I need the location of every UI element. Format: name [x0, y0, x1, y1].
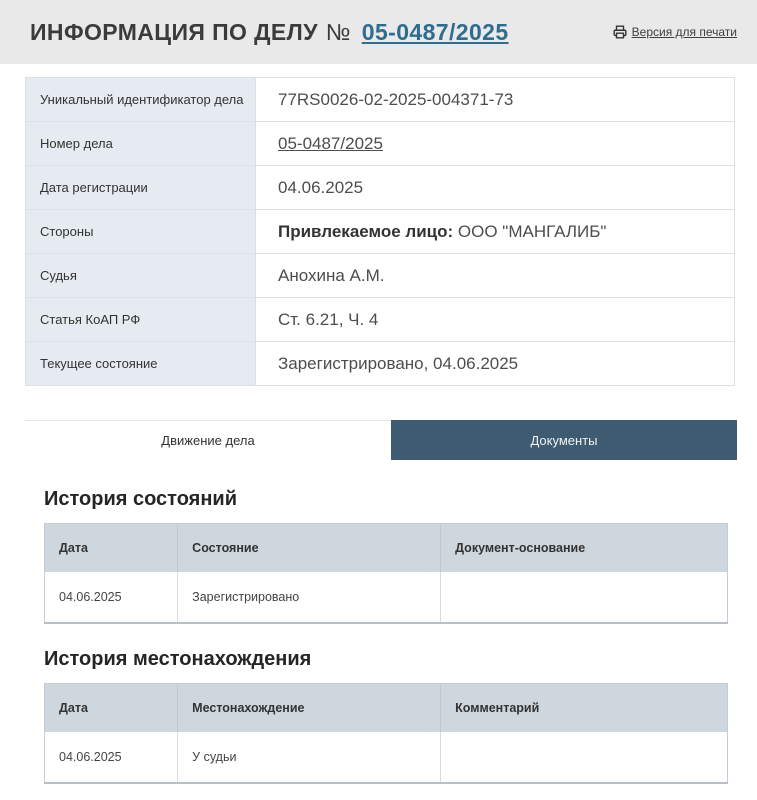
row-label: Статья КоАП РФ: [26, 298, 256, 342]
case-info-row-article: [26, 298, 735, 342]
tab-bar: [25, 420, 737, 460]
table-header-row: [45, 524, 728, 573]
cell-comment: [441, 732, 728, 783]
case-info-row-status: [26, 342, 735, 386]
row-label: Дата регистрации: [26, 166, 256, 210]
case-info-row-number: [26, 122, 735, 166]
case-progress-panel: [25, 460, 735, 784]
tab-case-progress[interactable]: Движение дела: [25, 420, 391, 460]
row-value: Зарегистрировано, 04.06.2025: [256, 342, 735, 386]
row-value: Анохина А.М.: [256, 254, 735, 298]
row-label: Стороны: [26, 210, 256, 254]
row-label: Уникальный идентификатор дела: [26, 78, 256, 122]
party-role-label: Привлекаемое лицо:: [278, 221, 454, 241]
location-history-title: История местонахождения: [44, 648, 312, 670]
row-value: 04.06.2025: [256, 166, 735, 210]
case-number-row-link[interactable]: 05-0487/2025: [278, 133, 383, 153]
case-info-row-judge: [26, 254, 735, 298]
cell-date: 04.06.2025: [45, 732, 178, 783]
case-info-row-uid: [26, 78, 735, 122]
party-name: ООО "МАНГАЛИБ": [457, 221, 607, 241]
row-value: 77RS0026-02-2025-004371-73: [256, 78, 735, 122]
page-header: [0, 0, 757, 64]
tab-documents[interactable]: Документы: [391, 420, 737, 460]
table-row: [45, 732, 728, 783]
column-header-date: Дата: [45, 524, 178, 573]
status-history-table: [44, 523, 728, 624]
row-label: Текущее состояние: [26, 342, 256, 386]
case-info-row-parties: [26, 210, 735, 254]
case-info-section: [0, 64, 757, 784]
printer-icon: [613, 25, 627, 39]
cell-date: 04.06.2025: [45, 572, 178, 623]
cell-location: У судьи: [178, 732, 441, 783]
cell-state: Зарегистрировано: [178, 572, 441, 623]
row-label: Номер дела: [26, 122, 256, 166]
number-sign: №: [325, 18, 351, 45]
column-header-comment: Комментарий: [441, 684, 728, 733]
page-title-text: ИНФОРМАЦИЯ ПО ДЕЛУ: [30, 18, 318, 45]
column-header-date: Дата: [45, 684, 178, 733]
page-title: [30, 19, 509, 46]
location-history-table: [44, 683, 728, 784]
case-info-row-reg-date: [26, 166, 735, 210]
column-header-basis-document: Документ-основание: [441, 524, 728, 573]
row-value: [256, 210, 735, 254]
row-label: Судья: [26, 254, 256, 298]
status-history-title: История состояний: [44, 488, 238, 510]
table-header-row: [45, 684, 728, 733]
status-history-section: [44, 488, 735, 624]
row-value: Ст. 6.21, Ч. 4: [256, 298, 735, 342]
table-row: [45, 572, 728, 623]
cell-basis-document: [441, 572, 728, 623]
column-header-state: Состояние: [178, 524, 441, 573]
column-header-location: Местонахождение: [178, 684, 441, 733]
print-version-link[interactable]: [613, 25, 737, 39]
location-history-section: [44, 648, 735, 784]
case-number-link[interactable]: 05-0487/2025: [361, 18, 509, 45]
case-info-table: [25, 77, 735, 386]
print-version-label: Версия для печати: [631, 25, 737, 39]
